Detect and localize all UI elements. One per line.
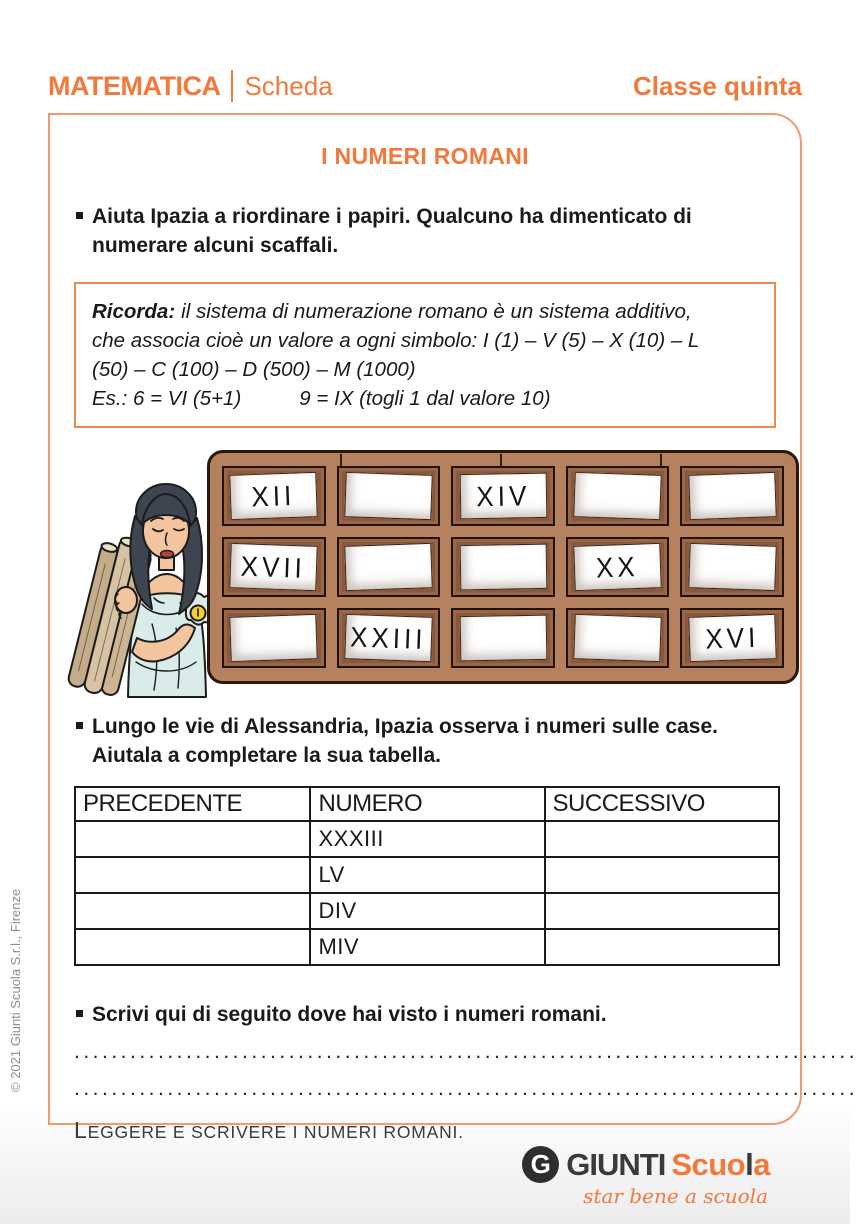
answer-cell[interactable] [75, 893, 310, 929]
shelf-label: XVII [230, 543, 318, 591]
shelf-label-empty[interactable] [459, 544, 546, 591]
shelf-label: XII [230, 472, 318, 520]
shelf-slot [337, 466, 441, 526]
shelf-slot [337, 537, 441, 597]
exercise2-text [74, 712, 776, 770]
answer-cell[interactable] [545, 857, 779, 893]
logo-wordmark [522, 1146, 770, 1183]
page-title: I NUMERI ROMANI [321, 143, 529, 169]
shelf-label-empty[interactable] [230, 614, 318, 662]
exercise1-line: numerare alcuni scaffali. [92, 234, 339, 257]
exercise2-line: Aiutala a completare la sua tabella. [92, 744, 441, 767]
page-header [48, 70, 802, 102]
subject-title: MATEMATICA [48, 70, 221, 101]
shelf-slot [451, 608, 555, 668]
numero-cell: XXXIII [310, 821, 544, 857]
column-header-numero: NUMERO [310, 787, 544, 821]
header-divider [231, 70, 233, 102]
copyright-sidebar-text: © 2021 Giunti Scuola S.r.l., Firenze [8, 888, 23, 1092]
ricorda-examples [92, 384, 758, 413]
ricorda-line: (50) – C (100) – D (500) – M (1000) [92, 358, 416, 381]
roman-numerals-table [74, 786, 780, 966]
table-row [75, 857, 779, 893]
ricorda-note-box [74, 282, 776, 428]
shelf-label-empty[interactable] [688, 472, 776, 520]
ricorda-line [92, 297, 758, 326]
shelf-slot [451, 466, 555, 526]
logo-scuola-text [671, 1147, 770, 1183]
column-header-successivo: SUCCESSIVO [545, 787, 779, 821]
answer-cell[interactable] [75, 821, 310, 857]
answer-write-line[interactable]: .................................................................................... [74, 1040, 858, 1063]
shelf-label: XX [574, 543, 662, 591]
shelf-slot [337, 608, 441, 668]
shelf-slot [222, 537, 326, 597]
ricorda-example2: 9 = IX (togli 1 dal valore 10) [299, 387, 551, 410]
shelf-slot [451, 537, 555, 597]
giunti-g-icon: G [522, 1146, 559, 1183]
exercise3-line: Scrivi qui di seguito dove hai visto i numeri romani. [92, 1003, 607, 1026]
giunti-scuola-logo [522, 1146, 770, 1208]
answer-cell[interactable] [545, 821, 779, 857]
shelf-slot [680, 466, 784, 526]
exercise3-text [74, 1000, 776, 1029]
logo-giunti-text: GIUNTI [566, 1146, 666, 1182]
shelf-label-empty[interactable] [688, 543, 776, 591]
sheet-type-label: Scheda [244, 70, 333, 101]
exercise2-line: Lungo le vie di Alessandria, Ipazia osserva i numeri sulle case. [92, 715, 718, 738]
shelf-label-empty[interactable] [344, 472, 432, 520]
shelf-slot [680, 608, 784, 668]
shelf-label-empty[interactable] [574, 472, 662, 520]
shelf-slot [566, 537, 670, 597]
bullet-square-icon [76, 1010, 83, 1017]
answer-cell[interactable] [545, 893, 779, 929]
subject-block [48, 70, 333, 102]
logo-scuola-part: a [753, 1146, 770, 1182]
table-header-row [75, 787, 779, 821]
exercise1-line: Aiuta Ipazia a riordinare i papiri. Qualcuno ha dimenticato di [92, 205, 692, 228]
logo-tagline: star bene a scuola [583, 1184, 768, 1208]
papyrus-shelf [207, 450, 799, 684]
class-level-label: Classe quinta [632, 71, 802, 101]
shelf-slot [222, 608, 326, 668]
shelf-slot [222, 466, 326, 526]
numero-cell: LV [310, 857, 544, 893]
ricorda-label: Ricorda: [92, 300, 176, 323]
shelf-label: XVI [688, 614, 776, 662]
column-header-precedente: PRECEDENTE [75, 787, 310, 821]
shelf-slot [566, 608, 670, 668]
logo-scuola-part: Scuo [671, 1146, 746, 1182]
shelf-label-empty[interactable] [574, 614, 662, 662]
ricorda-body: il sistema di numerazione romano è un sistema additivo, [181, 300, 692, 323]
illustration-area [74, 448, 776, 698]
answer-cell[interactable] [545, 929, 779, 965]
worksheet-frame [48, 113, 858, 1143]
ricorda-example1: Es.: 6 = VI (5+1) [92, 387, 242, 410]
table-row [75, 893, 779, 929]
shelf-slot [680, 537, 784, 597]
answer-write-line[interactable]: .................................................................................... [74, 1077, 858, 1100]
numero-cell: MIV [310, 929, 544, 965]
bullet-square-icon [76, 212, 83, 219]
logo-scuola-dark-l: l [745, 1146, 754, 1182]
ricorda-line: che associa cioè un valore a ogni simbolo: I (1) – V (5) – X (10) – L [92, 329, 700, 352]
bullet-square-icon [76, 722, 83, 729]
exercise1-text [74, 202, 776, 260]
table-row [75, 929, 779, 965]
numero-cell: DIV [310, 893, 544, 929]
shelf-label: XIV [459, 473, 546, 520]
answer-cell[interactable] [75, 929, 310, 965]
shelf-label-empty[interactable] [344, 543, 432, 591]
skill-descriptor: LEGGERE E SCRIVERE I NUMERI ROMANI. [74, 1117, 464, 1143]
shelf-label: XXIII [344, 614, 432, 662]
answer-cell[interactable] [75, 857, 310, 893]
shelf-label-empty[interactable] [459, 615, 546, 662]
table-row [75, 821, 779, 857]
shelf-slot [566, 466, 670, 526]
